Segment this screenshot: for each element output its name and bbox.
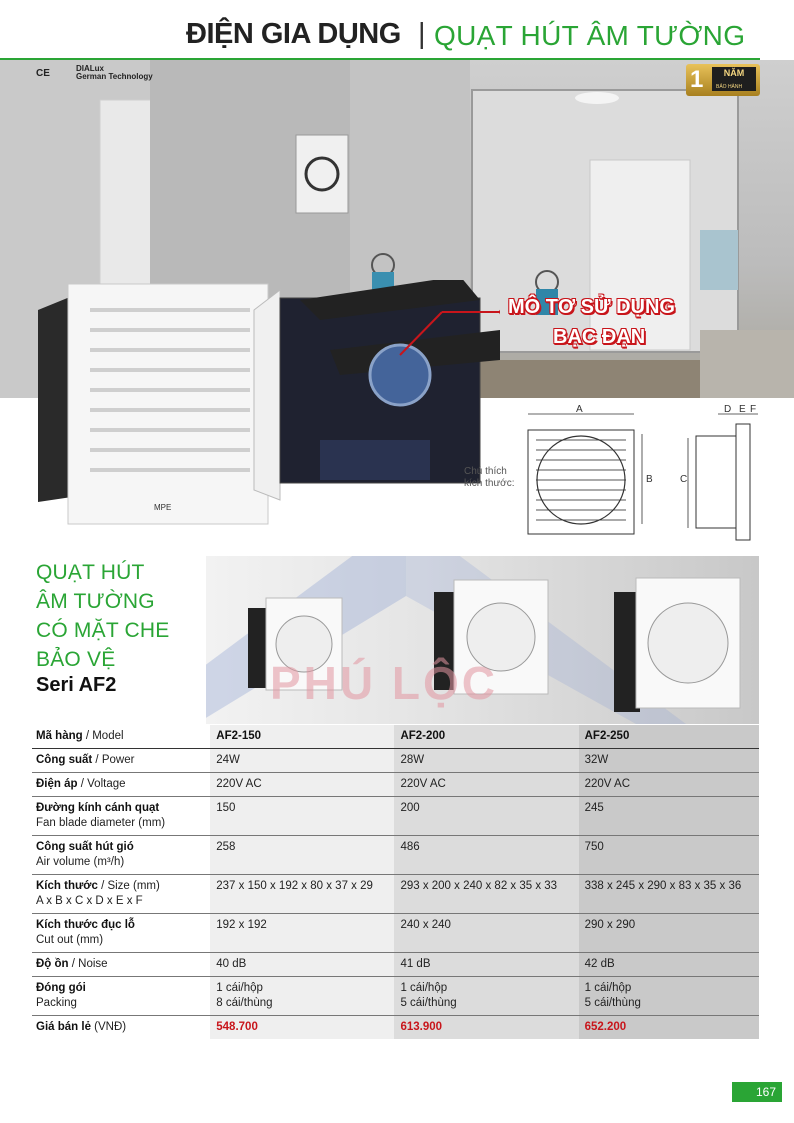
- fan-brand-label: MPE: [154, 503, 172, 512]
- dimension-caption-line2: kích thước:: [464, 478, 515, 489]
- warranty-word: NĂM: [712, 67, 756, 91]
- row-label-sub: A x B x C x D x E x F: [36, 895, 143, 907]
- table-row: [32, 914, 759, 953]
- table-cell: 258: [210, 836, 394, 875]
- dimension-diagram: [520, 400, 770, 545]
- ce-mark: CE: [36, 68, 50, 79]
- row-label-bold: Đóng gói: [36, 982, 86, 994]
- table-cell: 1 cái/hộp 8 cái/thùng: [210, 977, 394, 1016]
- table-row: [32, 773, 759, 797]
- table-row: [32, 836, 759, 875]
- row-label-bold: Công suất hút gió: [36, 841, 134, 853]
- series-title-line4: BẢO VỆ: [36, 648, 116, 671]
- table-cell: 486: [394, 836, 578, 875]
- table-cell: 290 x 290: [579, 914, 759, 953]
- table-row: [32, 797, 759, 836]
- table-cell: 42 dB: [579, 953, 759, 977]
- table-cell: 338 x 245 x 290 x 83 x 35 x 36: [579, 875, 759, 914]
- dim-label-e: E: [739, 404, 746, 415]
- dialux-brand-name: DIALux: [76, 64, 104, 73]
- model-header: AF2-150: [210, 725, 394, 749]
- dim-label-b: B: [646, 474, 653, 485]
- dimension-caption-line1: Chú thích: [464, 466, 507, 477]
- row-label: [32, 875, 210, 914]
- row-label-bold: Điện áp: [36, 778, 78, 790]
- row-label: [32, 953, 210, 977]
- table-cell: 240 x 240: [394, 914, 578, 953]
- dialux-tagline: German Technology: [76, 72, 153, 81]
- table-cell: 40 dB: [210, 953, 394, 977]
- price-cell: 652.200: [579, 1016, 759, 1040]
- row-label-bold: Độ ồn: [36, 958, 69, 970]
- series-title-line3: CÓ MẶT CHE: [36, 619, 170, 642]
- table-cell: 1 cái/hộp 5 cái/thùng: [394, 977, 578, 1016]
- row-label: [32, 977, 210, 1016]
- row-label-rest: (VNĐ): [90, 1021, 127, 1033]
- price-cell: 548.700: [210, 1016, 394, 1040]
- header-category: ĐIỆN GIA DỤNG: [186, 18, 401, 50]
- warranty-years: 1: [690, 66, 704, 93]
- table-row: [32, 875, 759, 914]
- price-row: [32, 1016, 759, 1040]
- row-label-rest: / Power: [92, 754, 135, 766]
- table-row: [32, 749, 759, 773]
- table-cell: 237 x 150 x 192 x 80 x 37 x 29: [210, 875, 394, 914]
- table-cell: 28W: [394, 749, 578, 773]
- row-label: [32, 725, 210, 749]
- table-row: [32, 977, 759, 1016]
- row-label-sub: Cut out (mm): [36, 934, 104, 946]
- motor-callout-line2: BẠC ĐẠN: [553, 326, 646, 348]
- row-label-rest: / Model: [82, 730, 124, 742]
- dimension-caption: [464, 466, 515, 490]
- row-label-sub: Fan blade diameter (mm): [36, 817, 166, 829]
- table-row: [32, 953, 759, 977]
- table-cell: 245: [579, 797, 759, 836]
- series-title-line1: QUẠT HÚT: [36, 561, 145, 584]
- row-label-sub: Air volume (m³/h): [36, 856, 125, 868]
- header-subcategory: QUẠT HÚT ÂM TƯỜNG: [434, 20, 746, 51]
- table-cell: 293 x 200 x 240 x 82 x 35 x 33: [394, 875, 578, 914]
- dim-label-c: C: [680, 474, 688, 485]
- row-label-bold: Đường kính cánh quạt: [36, 802, 160, 814]
- table-cell: 1 cái/hộp 5 cái/thùng: [579, 977, 759, 1016]
- row-label-sub: Packing: [36, 997, 77, 1009]
- row-label-rest: / Voltage: [77, 778, 126, 790]
- spec-table: [32, 725, 759, 1039]
- warranty-subtitle: BẢO HÀNH: [716, 84, 743, 90]
- dim-label-a: A: [576, 404, 583, 415]
- table-cell: 220V AC: [579, 773, 759, 797]
- row-label: [32, 1016, 210, 1040]
- price-cell: 613.900: [394, 1016, 578, 1040]
- dialux-brand: [76, 65, 153, 81]
- table-cell: 32W: [579, 749, 759, 773]
- dim-label-f: F: [750, 404, 757, 415]
- row-label: [32, 773, 210, 797]
- row-label-bold: Kích thước đục lỗ: [36, 919, 135, 931]
- row-label-bold: Mã hàng: [36, 730, 83, 742]
- row-label-bold: Công suất: [36, 754, 93, 766]
- series-title: [36, 558, 169, 674]
- row-label-rest: / Noise: [68, 958, 108, 970]
- table-cell: 750: [579, 836, 759, 875]
- product-fans-illustration: [30, 280, 500, 530]
- row-label: [32, 749, 210, 773]
- table-cell: 150: [210, 797, 394, 836]
- row-label-bold: Giá bán lẻ: [36, 1021, 91, 1033]
- row-label-bold: Kích thước: [36, 880, 98, 892]
- motor-callout-line1: MÔ TƠ SỬ DỤNG: [508, 296, 675, 318]
- table-cell: 200: [394, 797, 578, 836]
- table-header-row: [32, 725, 759, 749]
- watermark: PHÚ LỘC: [270, 657, 498, 709]
- row-label: [32, 836, 210, 875]
- model-header: AF2-200: [394, 725, 578, 749]
- table-cell: 41 dB: [394, 953, 578, 977]
- row-label: [32, 914, 210, 953]
- page-number: 167: [732, 1082, 782, 1102]
- series-title-line2: ÂM TƯỜNG: [36, 590, 155, 613]
- table-cell: 220V AC: [210, 773, 394, 797]
- dim-label-d: D: [724, 404, 732, 415]
- table-cell: 192 x 192: [210, 914, 394, 953]
- table-cell: 220V AC: [394, 773, 578, 797]
- fan-front-grille: [68, 284, 268, 524]
- series-code: Seri AF2: [36, 674, 117, 696]
- model-header: AF2-250: [579, 725, 759, 749]
- table-cell: 24W: [210, 749, 394, 773]
- row-label: [32, 797, 210, 836]
- row-label-rest: / Size (mm): [97, 880, 160, 892]
- header-separator: |: [418, 18, 426, 50]
